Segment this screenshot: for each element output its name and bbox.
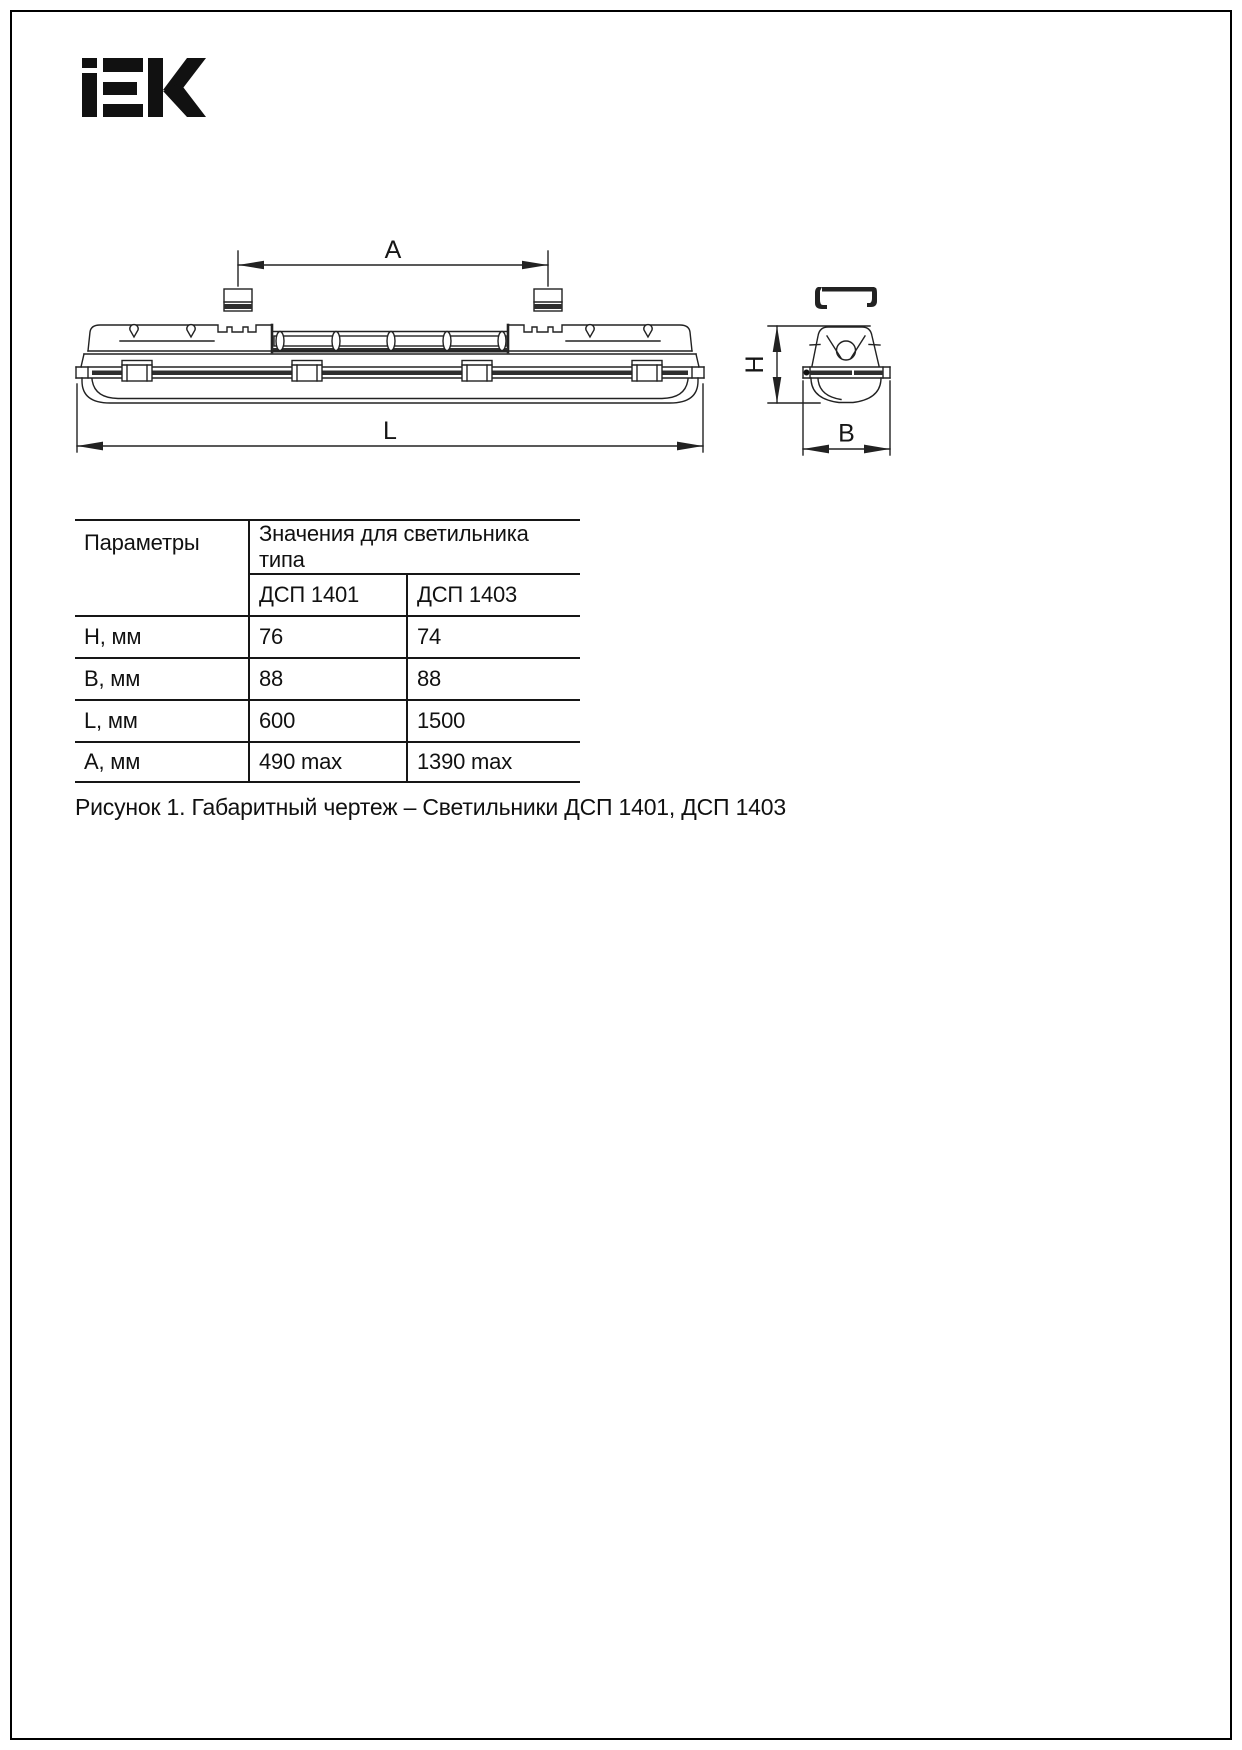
table-row: [75, 700, 580, 742]
dimension-h: [741, 326, 870, 403]
figure-caption: Рисунок 1. Габаритный чертеж – Светильники ДСП 1401, ДСП 1403: [75, 794, 786, 820]
param-value-1403: 1500: [407, 700, 580, 742]
parameters-table: [75, 519, 580, 783]
param-value-1403: 1390 max: [407, 742, 580, 782]
table-row: [75, 742, 580, 782]
param-value-1401: 600: [249, 700, 407, 742]
param-value-1401: 76: [249, 616, 407, 658]
param-name: L, мм: [75, 700, 249, 742]
param-name: B, мм: [75, 658, 249, 700]
param-value-1403: 74: [407, 616, 580, 658]
param-name: A, мм: [75, 742, 249, 782]
param-value-1401: 490 max: [249, 742, 407, 782]
param-value-1401: 88: [249, 658, 407, 700]
iek-logo-glyphs: [82, 58, 206, 117]
side-body: [810, 327, 880, 366]
hanger-right: [534, 289, 562, 311]
table-header-values: Значения для светильника типа: [249, 520, 580, 574]
iek-logo: [82, 58, 207, 117]
dim-label-h: H: [741, 355, 769, 374]
dimensional-drawing: [60, 240, 920, 465]
cable-gland: [837, 341, 856, 360]
housing-base: [81, 351, 699, 367]
dimension-a: [238, 240, 548, 286]
hanger-left: [224, 289, 252, 311]
table-header-parameters: Параметры: [75, 520, 249, 616]
mounting-bracket: [815, 287, 877, 309]
side-rim: [803, 367, 890, 378]
side-diffuser: [811, 378, 881, 403]
table-model-dsp1401: ДСП 1401: [249, 574, 407, 616]
dimension-l: [77, 384, 703, 452]
gear-tray: [272, 325, 508, 353]
table-row: [75, 616, 580, 658]
dim-label-b: B: [838, 419, 855, 448]
param-value-1403: 88: [407, 658, 580, 700]
seal-rim: [76, 367, 704, 378]
table-row: [75, 658, 580, 700]
diffuser: [82, 378, 698, 403]
front-view: [76, 240, 704, 452]
side-view: [741, 287, 890, 455]
dim-label-a: A: [384, 240, 402, 264]
dim-label-l: L: [383, 417, 397, 445]
param-name: H, мм: [75, 616, 249, 658]
table-model-dsp1403: ДСП 1403: [407, 574, 580, 616]
